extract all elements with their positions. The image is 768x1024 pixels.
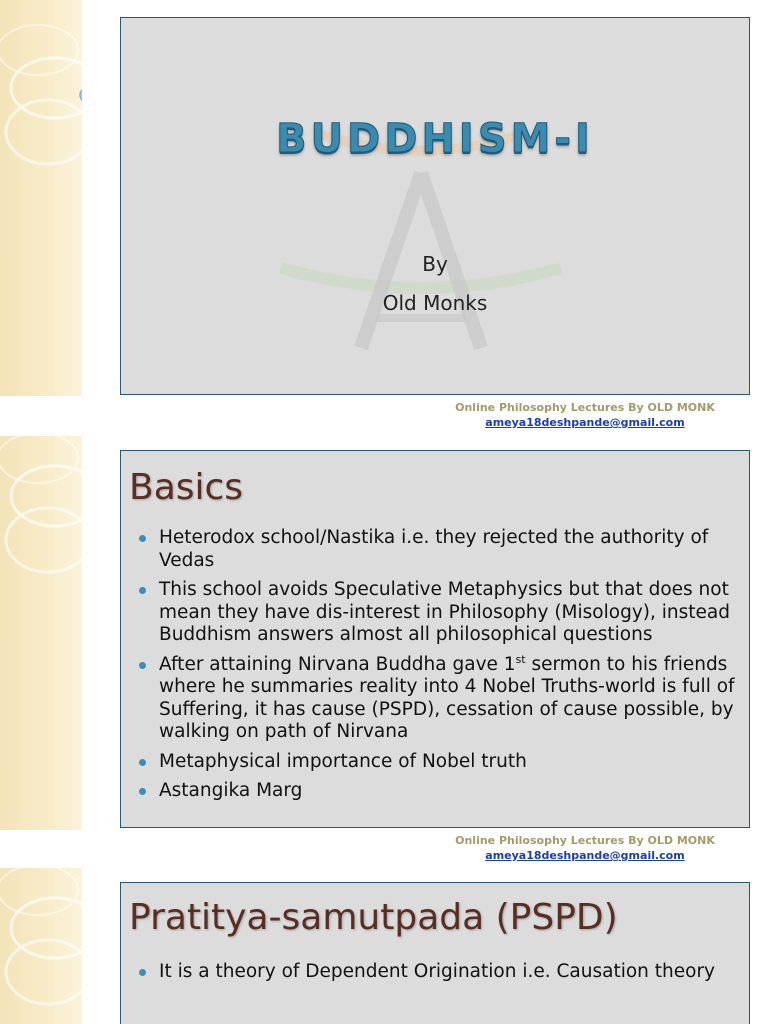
slide-heading: Pratitya-samutpada (PSPD) [129,897,618,938]
slide-footer [420,400,750,430]
byline-by: By [422,252,448,276]
bullet-text: Heterodox school/Nastika i.e. they rejected the authority of Vedas [159,527,709,571]
bullet-icon [139,969,146,976]
list-item [121,654,739,744]
bullet-icon [139,535,146,542]
decorative-strip [0,436,82,830]
slide-footer [420,833,750,863]
decorative-strip [0,868,82,1024]
list-item [121,780,739,803]
bullet-text: This school avoids Speculative Metaphysics but that does not mean they have dis-interest in Philosophy (Misology), instead Buddhism answers almost all philosophical questions [159,579,730,645]
bullet-icon [139,759,146,766]
footer-credit: Online Philosophy Lectures By OLD MONK [455,401,715,414]
title-slide [120,17,750,395]
bullet-text: Metaphysical importance of Nobel truth [159,750,527,772]
list-item [121,527,739,572]
footer-credit: Online Philosophy Lectures By OLD MONK [455,834,715,847]
bullet-text: It is a theory of Dependent Origination i.e. Causation theory [159,961,715,982]
list-item [121,961,739,984]
bullet-text-post: sermon to his friends where he summaries reality into 4 Nobel Truths-world is full of Suffering, it has cause (PSPD), cessation of cause possible, by walking on path of Nirvana [159,653,735,742]
bullet-icon [139,662,146,669]
slide-title: BUDDHISM-I [276,116,594,162]
footer-email-link[interactable]: ameya18deshpande@gmail.com [485,849,685,862]
list-item [121,751,739,774]
decorative-strip [0,0,82,396]
bullet-list [121,527,739,810]
byline-author: Old Monks [382,291,488,315]
pspd-slide [120,882,750,1024]
list-item [121,579,739,647]
bullet-text-pre: After attaining Nirvana Buddha gave 1 [159,653,516,675]
slide-heading: Basics [129,467,244,508]
watermark-logo-icon [121,18,750,395]
ring-decoration-icon [0,0,82,396]
footer-email-link[interactable]: ameya18deshpande@gmail.com [485,416,685,429]
ring-decoration-icon [0,868,82,1024]
bullet-text: Astangika Marg [159,780,303,801]
basics-slide [120,450,750,828]
bullet-text-sup: st [515,652,526,666]
bullet-list [121,961,739,991]
ring-decoration-icon [0,436,82,830]
bullet-icon [139,587,146,594]
bullet-icon [139,788,146,795]
